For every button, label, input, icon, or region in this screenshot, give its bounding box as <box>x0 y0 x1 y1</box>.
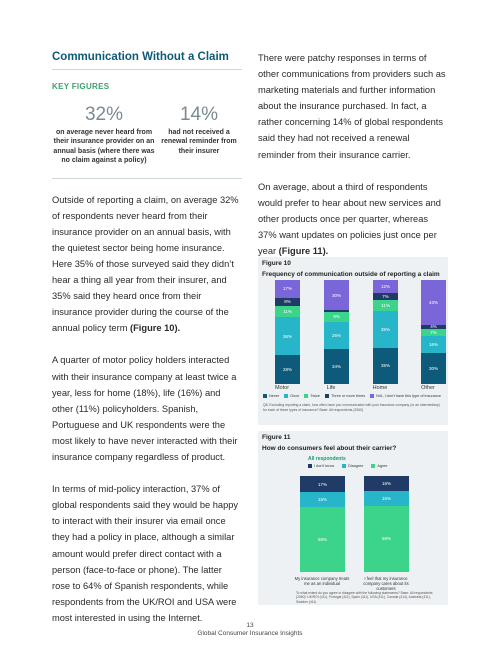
right-column <box>258 50 448 259</box>
figure-label: Figure 10 <box>262 260 291 267</box>
bar-segment <box>324 280 349 310</box>
footer-title: Global Consumer Insurance Insights <box>197 630 303 637</box>
bar-segment <box>300 507 345 572</box>
bar-segment <box>324 312 349 321</box>
data-label: 4% <box>430 324 437 330</box>
data-label: 35% <box>380 363 390 369</box>
data-label: 43% <box>428 299 438 305</box>
figure-reference: (Figure 10). <box>130 323 181 334</box>
key-figures-title: KEY FIGURES <box>52 82 110 91</box>
legend-item <box>284 394 299 398</box>
page-number: 13 <box>246 622 254 629</box>
legend-swatch <box>284 394 288 398</box>
legend-label: I don't know <box>314 464 335 468</box>
bar-segment <box>421 329 446 336</box>
legend-item <box>304 394 320 398</box>
paragraph <box>258 179 448 259</box>
key-figure-description: on average never heard from their insurance provider on an annual basis (where there was no claim against a policy) <box>53 129 155 165</box>
paragraph: There were patchy responses in terms of other communications from providers such as marketing materials and further information about the insurance purchased. In fact, a rather concerning 14% of global respondents said they had not received a renewal reminder from their insurance carrier. <box>258 53 446 160</box>
paragraph <box>52 192 242 337</box>
data-label: 30% <box>331 292 341 298</box>
data-label: 11% <box>381 303 390 308</box>
category-label: My insurance company treats me as an individual <box>294 576 350 586</box>
figure-11 <box>258 431 448 605</box>
figure-note: To what extent do you agree or disagree with the following statements? Base: All respondents (2060): UK/ROI (411), Portugal (411), Spain (411), USA (411), Canada (414), Australia (411), Sweden (411) <box>296 591 433 604</box>
bar-segment <box>364 476 409 491</box>
left-column <box>52 50 242 626</box>
legend-swatch <box>304 394 308 398</box>
bar-segment <box>364 506 409 572</box>
bar-segment <box>275 355 300 384</box>
data-label: 7% <box>430 330 437 336</box>
bar-segment <box>421 336 446 353</box>
key-figures <box>52 105 242 166</box>
data-label: 35% <box>380 326 390 332</box>
figure-note: Q8: Excluding reporting a claim, how often have you communicated with your insurance company (or an intermediary) for each of these types of insurance? Base: All respondents (2060) <box>263 403 440 412</box>
bar-segment <box>373 280 398 292</box>
data-label: 17% <box>282 286 292 292</box>
key-figure-value: 32% <box>84 104 124 125</box>
data-label: 16% <box>428 342 438 347</box>
data-label: 12% <box>380 283 390 289</box>
legend-item <box>308 464 334 468</box>
bar-segment <box>275 280 300 298</box>
data-label: 26% <box>331 332 341 338</box>
bar-segment <box>275 298 300 306</box>
bar-segment <box>364 491 409 505</box>
bar-segment <box>324 349 349 384</box>
legend-swatch <box>342 464 346 468</box>
bar-stack <box>324 280 349 384</box>
figure-title: How do consumers feel about their carrier? <box>262 445 397 452</box>
bar-segment <box>300 492 345 506</box>
data-label: 68% <box>317 536 327 542</box>
data-label: 9% <box>333 314 340 320</box>
figure-title: Frequency of communication outside of reporting a claim <box>262 271 440 278</box>
legend-label: N/A, I don't have this type of insurance <box>376 394 442 398</box>
bar-segment <box>324 322 349 349</box>
legend-label: Disagree <box>348 464 364 468</box>
data-label: 28% <box>282 366 292 372</box>
figure-10 <box>258 257 448 425</box>
legend-label: Never <box>269 394 280 398</box>
bar-segment <box>275 306 300 317</box>
key-figure <box>156 105 242 166</box>
bar-segment <box>373 348 398 384</box>
legend-label: Three or more times <box>330 394 366 398</box>
bar-segment <box>421 280 446 325</box>
divider <box>52 178 242 179</box>
paragraph: In terms of mid-policy interaction, 37% of global respondents said they would be happy to interact with their insurer via email once they had a policy in place, although a similar amount would prefer direct contact with a person (face-to-face or phone). The latter rose to 64% of Spanish respondents, while respondents from the UK/ROI and USA were most interested in using the Internet. <box>52 484 239 623</box>
bar-segment <box>373 293 398 300</box>
bar-stack <box>421 280 446 384</box>
category-label: Life <box>326 385 336 391</box>
legend-item <box>325 394 365 398</box>
legend-label: Agree <box>377 464 388 468</box>
figure-label: Figure 11 <box>262 434 291 441</box>
legend-swatch <box>325 394 329 398</box>
paragraph-text: On average, about a third of respondents would prefer to hear about new services and other products once per quarter, whereas 37% want updates on policies just once per year <box>258 181 441 257</box>
paragraph-text: Outside of reporting a claim, on average 32% of respondents never heard from their insurance provider on an annual basis, with the quietest sector being home insurance. Here 35% of those surveyed said they didn’t hear a thing all year from their insurer, and 35% said they heard once from their insurance provider during the course of the annual policy term <box>52 194 239 334</box>
data-label: 7% <box>382 293 389 299</box>
figure-subtitle: All respondents <box>308 456 346 462</box>
bar-stack <box>275 280 300 384</box>
bar-stack <box>300 476 345 572</box>
legend-item <box>371 464 387 468</box>
data-label: 11% <box>283 309 292 315</box>
legend-item <box>263 394 279 398</box>
legend-label: Twice <box>310 394 320 398</box>
chart-legend <box>308 464 388 468</box>
legend-label: Once <box>290 394 300 398</box>
bar-segment <box>373 300 398 311</box>
chart-legend <box>263 394 441 398</box>
legend-swatch <box>308 464 312 468</box>
bar-segment <box>421 353 446 384</box>
legend-swatch <box>370 394 374 398</box>
category-label: Motor <box>274 385 290 391</box>
data-label: 30% <box>428 365 438 371</box>
key-figure-value: 14% <box>179 104 219 125</box>
key-figure <box>52 105 156 166</box>
paragraph: A quarter of motor policy holders interacted with their insurance company at least twice a year, less for home (18%), life (16%) and other (11%) policyholders. Spanish, Portuguese and UK respondents were the most likely to have never interacted with their insurance company regardless of product. <box>52 355 238 463</box>
data-label: 8% <box>284 299 291 305</box>
bar-segment <box>275 317 300 354</box>
legend-item <box>370 394 441 398</box>
key-figure-description: had not received a renewal reminder from their insurer <box>161 129 237 155</box>
data-label: 17% <box>317 481 327 487</box>
legend-swatch <box>371 464 375 468</box>
data-label: 36% <box>282 333 292 339</box>
stacked-bar-chart <box>263 280 443 384</box>
data-label: 15% <box>317 497 327 503</box>
bar-stack <box>373 280 398 384</box>
section-title: Communication Without a Claim <box>52 50 242 70</box>
category-label: I feel that my insurance company cares about its customers <box>363 576 409 591</box>
category-label: Home <box>372 385 388 391</box>
legend-item <box>342 464 363 468</box>
bar-segment <box>300 476 345 492</box>
figure-reference: (Figure 11). <box>278 246 329 257</box>
legend-swatch <box>263 394 267 398</box>
bar-segment <box>373 311 398 347</box>
bar-stack <box>364 476 409 572</box>
data-label: 69% <box>381 536 391 542</box>
data-label: 34% <box>331 363 341 369</box>
data-label: 15% <box>381 496 391 502</box>
category-label: Other <box>421 385 435 391</box>
data-label: 16% <box>381 481 391 487</box>
